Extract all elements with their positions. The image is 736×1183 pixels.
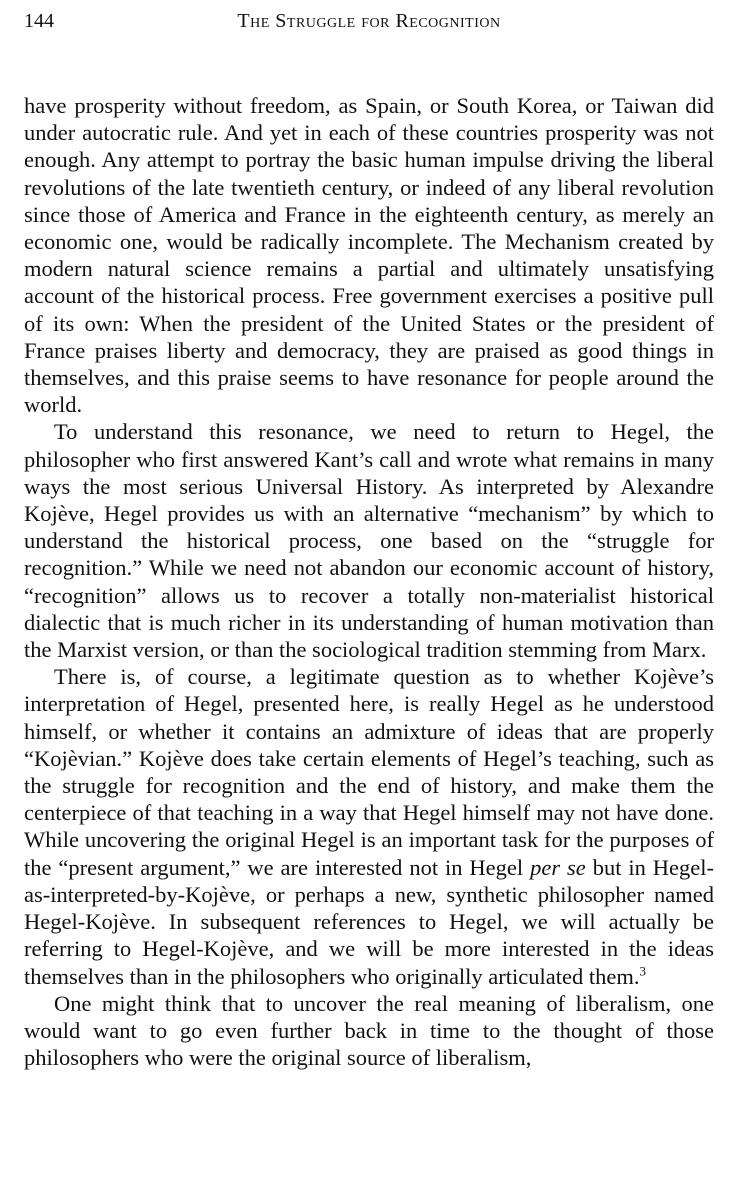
paragraph-3 bbox=[24, 663, 714, 989]
running-title: The Struggle for Recognition bbox=[237, 10, 501, 32]
footnote-reference[interactable]: 3 bbox=[639, 963, 646, 978]
paragraph-1: have prosperity without freedom, as Spain, or South Korea, or Taiwan did under autocratic rule. And yet in each of these countries prosperity was not enough. Any attempt to portray the basic human impulse driving the liberal revolutions of the late twentieth century, or indeed of any liberal revolution since those of America and France in the eighteenth century, as merely an economic one, would be radically incomplete. The Mechanism created by modern natural science remains a partial and ultimately unsatisfying account of the historical process. Free government exercises a positive pull of its own: When the president of the United States or the president of France praises liberty and democracy, they are praised as good things in themselves, and this praise seems to have resonance for people around the world. bbox=[24, 93, 714, 418]
paragraph-3-text-b: but in Hegel-as-interpreted-by-Kojève, or perhaps a new, synthetic philosopher named Hegel-Kojève. In subsequent references to Hegel, we will actually be referring to Hegel-Kojève, and we will be more interested in the ideas themselves than in the philosophers who originally articulated them. bbox=[24, 854, 715, 989]
paragraph-3-text-a: There is, of course, a legitimate question as to whether Kojève’s interpretation of Hegel, presented here, is really Hegel as he understood himself, or whether it contains an admixture of ideas that are properly “Kojèvian.” Kojève does take certain elements of Hegel’s teaching, such as the struggle for recognition and the end of history, and make them the centerpiece of that teaching in a way that Hegel himself may not have done. While uncovering the original Hegel is an important task for the purposes of the “present argument,” we are interested not in Hegel bbox=[24, 664, 714, 880]
body-text bbox=[24, 92, 714, 1071]
running-head bbox=[24, 10, 714, 48]
italic-phrase: per se bbox=[530, 854, 586, 880]
page-number: 144 bbox=[24, 10, 54, 32]
paragraph-4: One might think that to uncover the real meaning of liberalism, one would want to go even further back in time to the thought of those philosophers who were the original source of liberalism, bbox=[24, 990, 714, 1071]
paragraph-2: To understand this resonance, we need to return to Hegel, the philosopher who first answered Kant’s call and wrote what remains in many ways the most serious Universal History. As interpreted by Alexandre Kojève, Hegel provides us with an alternative “mechanism” by which to understand the historical process, one based on the “struggle for recognition.” While we need not abandon our economic account of history, “recognition” allows us to recover a totally non-materialist historical dialectic that is much richer in its understanding of human motivation than the Marxist version, or than the sociological tradition stemming from Marx. bbox=[24, 419, 714, 663]
book-page bbox=[24, 10, 714, 1071]
